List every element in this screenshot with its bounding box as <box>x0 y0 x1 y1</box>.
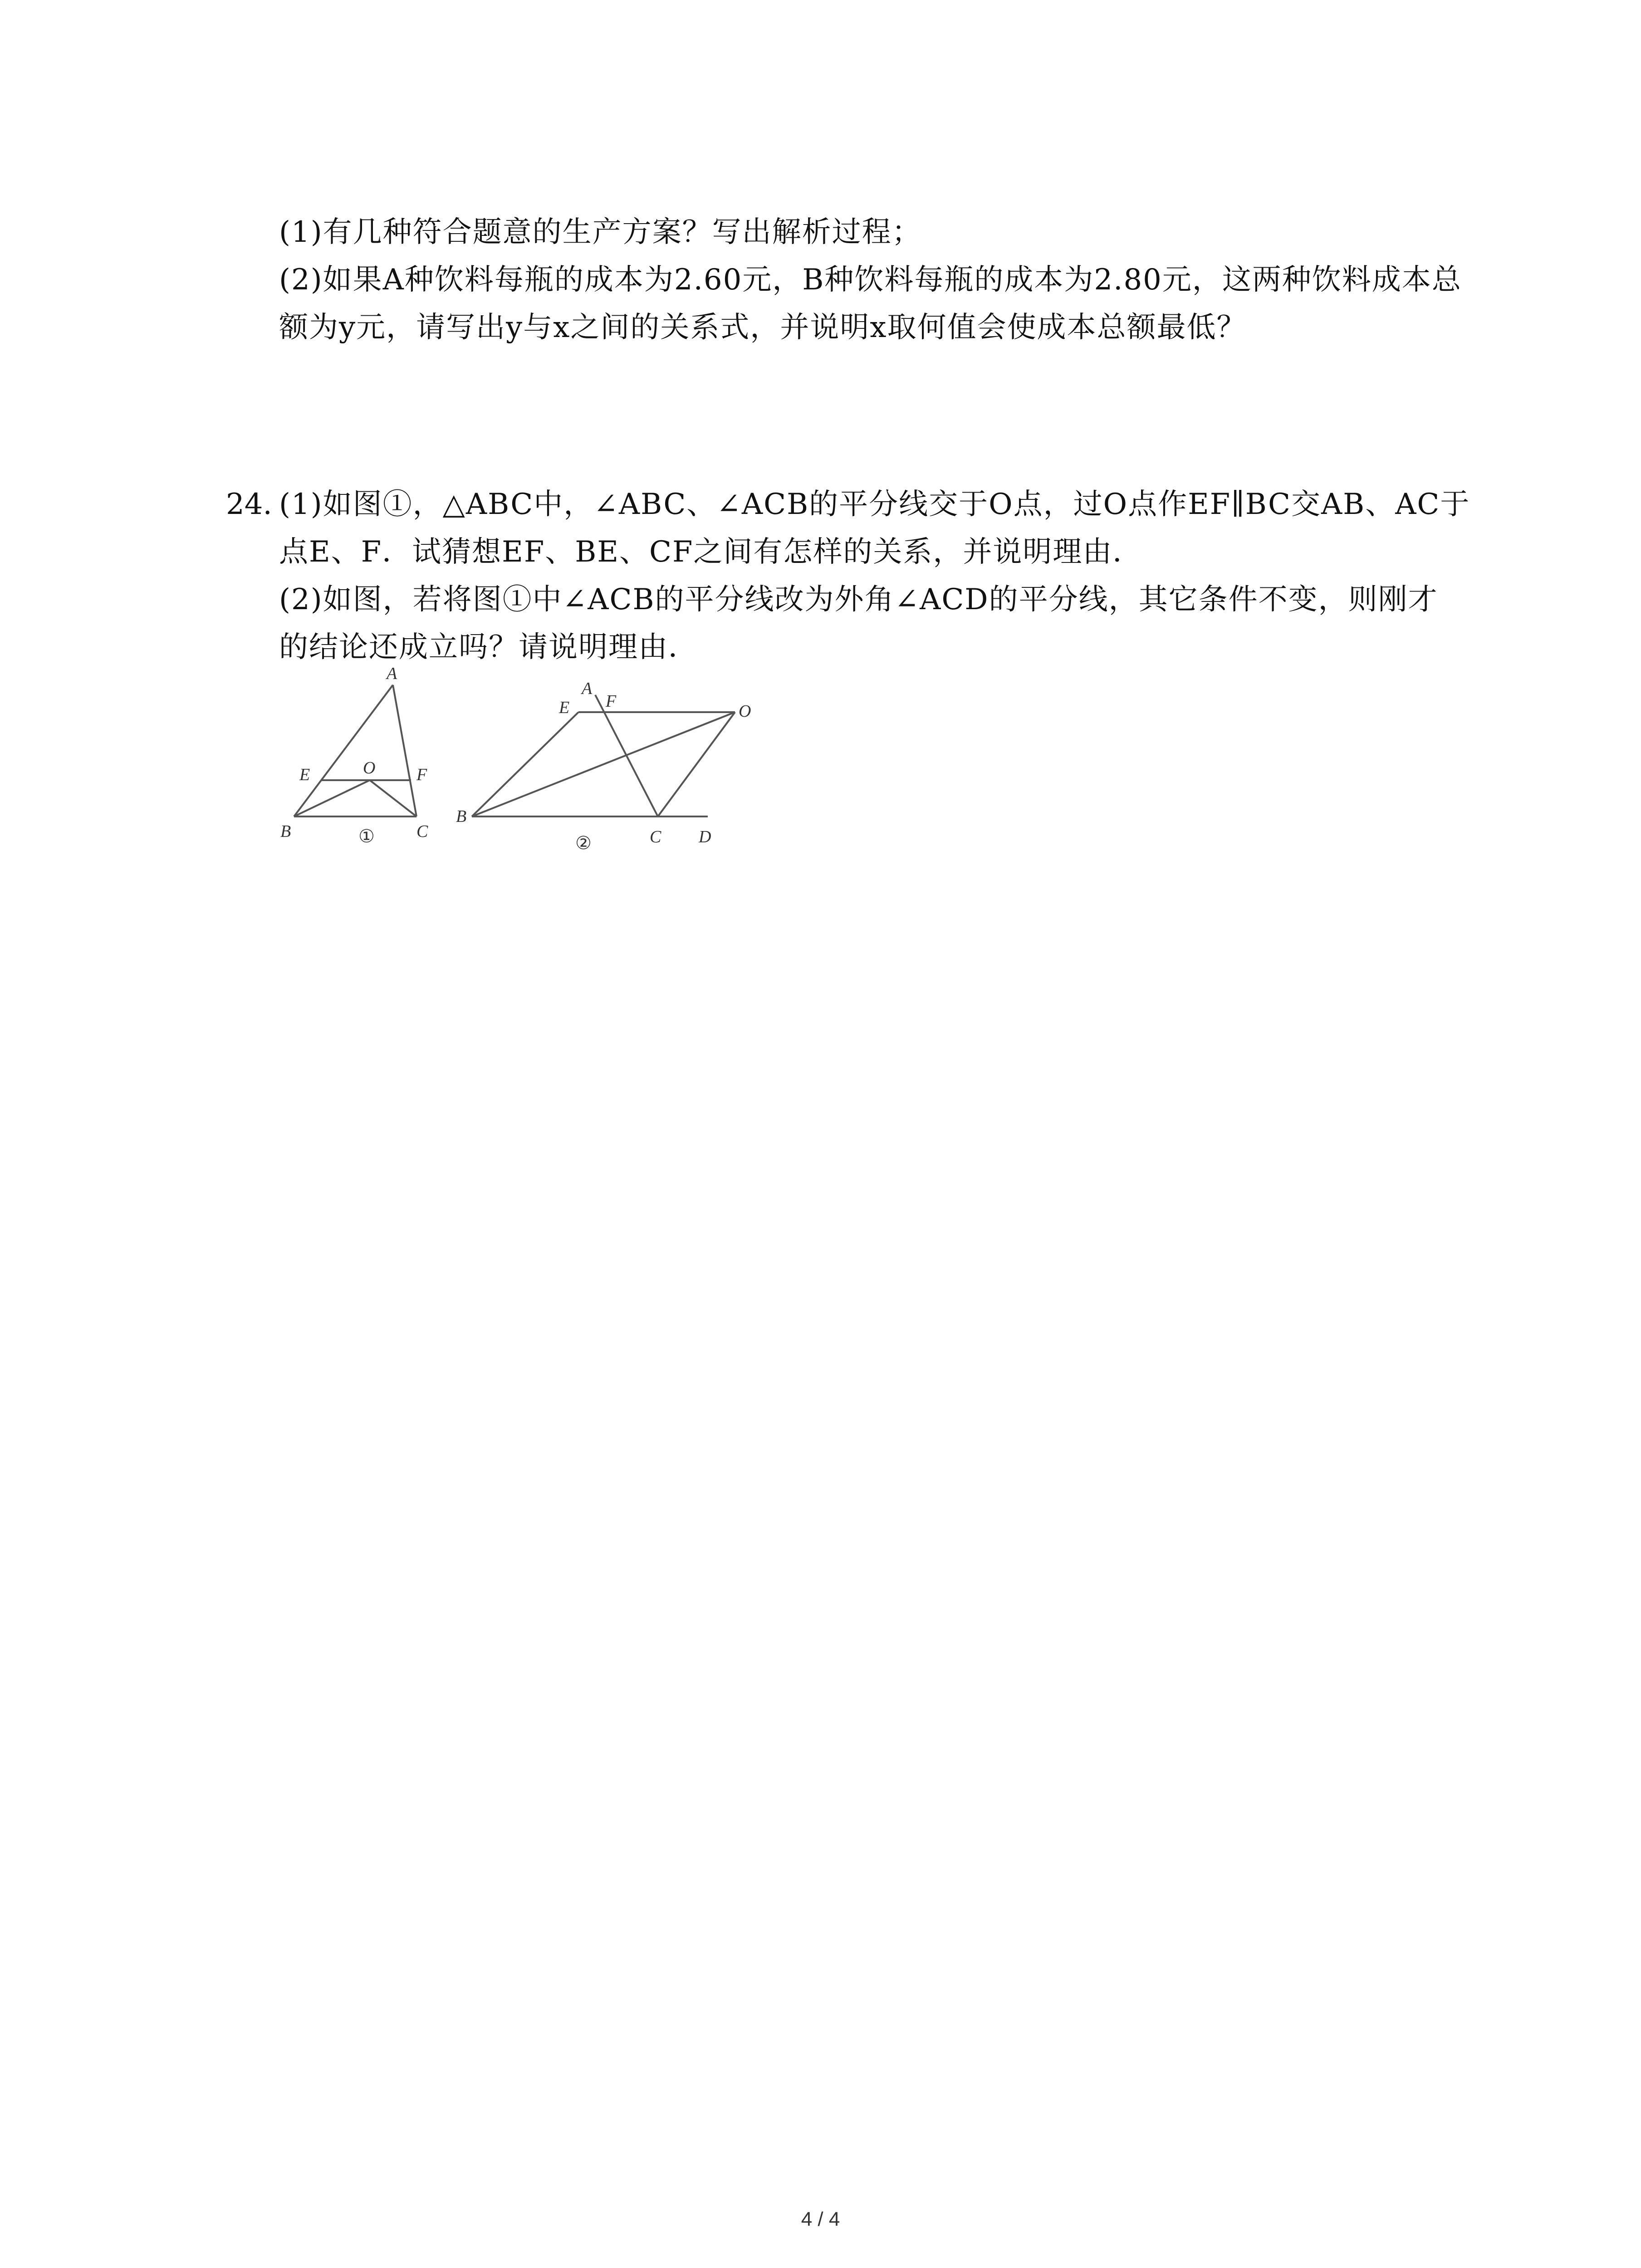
fig1-caption: ① <box>358 826 375 846</box>
fig2-label-b: B <box>456 807 467 826</box>
fig1-label-f: F <box>416 765 427 784</box>
fig1-side-ab <box>294 685 393 816</box>
fig1-segment-bo <box>294 780 370 816</box>
fig2-label-o: O <box>739 702 751 721</box>
fig2-label-e: E <box>559 698 570 717</box>
fig2-segment-be <box>472 712 578 816</box>
fig2-label-a: A <box>582 679 593 698</box>
fig1-label-e: E <box>299 765 310 784</box>
figure-2-parallelogram <box>449 671 767 853</box>
q24-line3: (2)如图，若将图①中∠ACB的平分线改为外角∠ACD的平分线，其它条件不变，则刚才 <box>279 583 1438 616</box>
page-number: 4 / 4 <box>801 2208 840 2230</box>
q23-part2-line1: (2)如果A种饮料每瓶的成本为2.60元，B种饮料每瓶的成本为2.80元，这两种饮料成本总 <box>279 263 1462 297</box>
q24-number: 24. <box>226 488 272 521</box>
fig2-label-d: D <box>699 827 711 846</box>
q24-line4: 的结论还成立吗？请说明理由． <box>279 631 698 664</box>
fig2-label-f: F <box>606 692 617 711</box>
q24-line2: 点E、F．试猜想EF、BE、CF之间有怎样的关系，并说明理由． <box>279 535 1143 569</box>
fig1-label-c: C <box>416 822 428 841</box>
fig1-label-a: A <box>387 664 397 683</box>
figure-1-triangle <box>272 662 454 853</box>
fig2-caption: ② <box>575 833 592 853</box>
q24-line1: (1)如图①，△ABC中，∠ABC、∠ACB的平分线交于O点，过O点作EF∥BC交AB、AC于 <box>279 488 1470 521</box>
q23-part2-line2: 额为y元，请写出y与x之间的关系式，并说明x取何值会使成本总额最低？ <box>279 311 1247 344</box>
fig2-segment-ac <box>595 695 658 816</box>
fig1-label-o: O <box>363 758 376 777</box>
fig1-segment-co <box>370 780 416 816</box>
fig2-label-c: C <box>650 827 661 846</box>
q23-part1: (1)有几种符合题意的生产方案？写出解析过程； <box>279 215 922 249</box>
fig1-side-ac <box>393 685 416 816</box>
fig1-label-b: B <box>280 822 291 841</box>
